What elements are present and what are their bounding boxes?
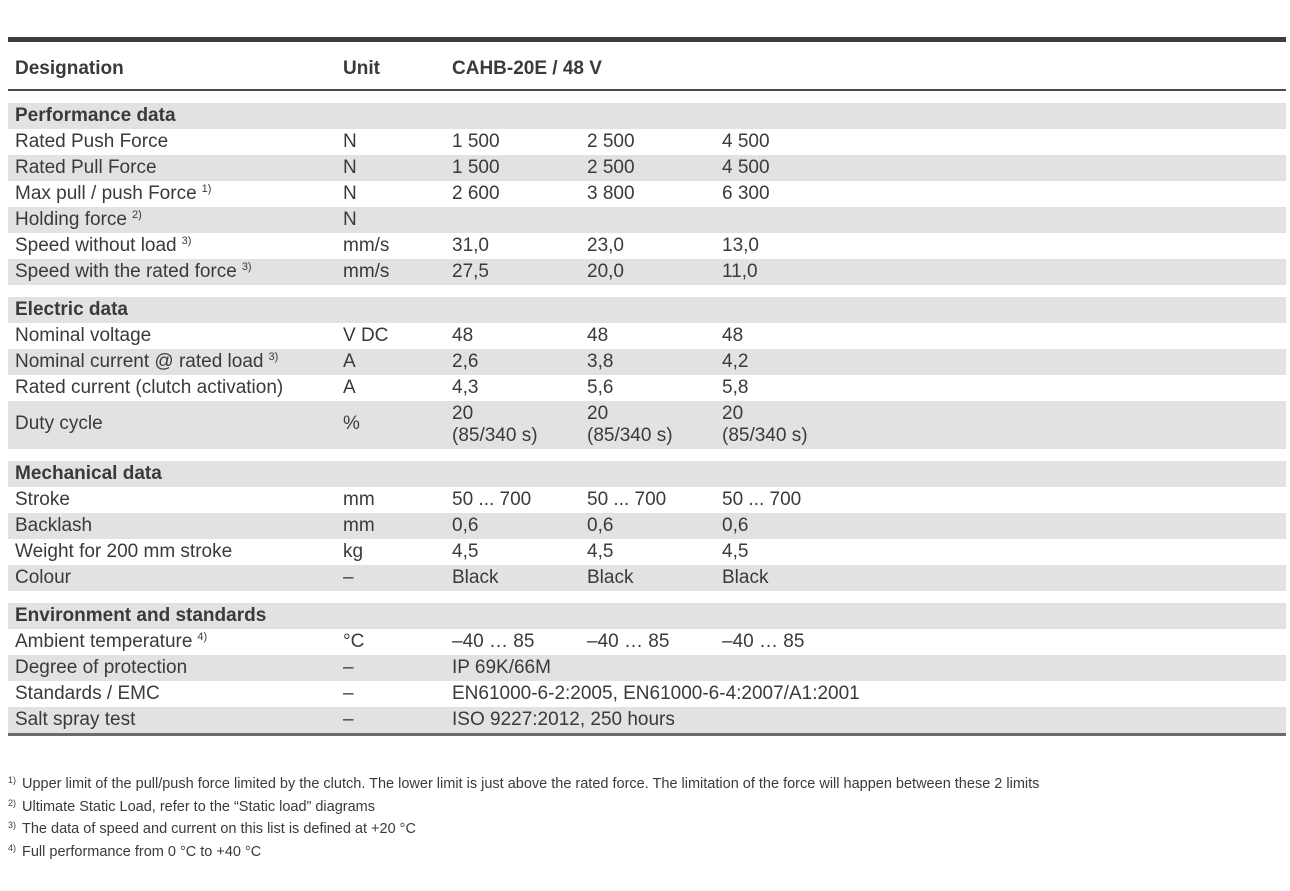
table-row <box>8 323 1286 349</box>
row-value-1 <box>452 541 478 563</box>
row-unit: A <box>343 351 356 372</box>
row-value-line: 31,0 <box>452 235 489 256</box>
row-unit: N <box>343 131 357 152</box>
footnote-text: The data of speed and current on this list is defined at +20 °C <box>22 821 416 837</box>
section-title <box>8 603 1286 629</box>
row-value-3 <box>722 157 770 179</box>
header-designation: Designation <box>15 58 124 79</box>
row-value-line: 4,5 <box>452 541 479 562</box>
row-designation <box>15 235 191 259</box>
row-value-line: 20 <box>722 403 744 424</box>
row-value-line: 20 <box>452 403 474 424</box>
row-value-3 <box>722 515 748 537</box>
footnotes <box>8 773 1278 863</box>
row-value-2 <box>587 131 635 153</box>
row-value-3 <box>722 183 770 205</box>
row-value-line: 2,6 <box>452 351 479 372</box>
table-row <box>8 181 1286 207</box>
footnote-reference: 4) <box>197 631 208 643</box>
table-row <box>8 129 1286 155</box>
row-value-3 <box>722 403 808 447</box>
row-value-line: Black <box>587 567 634 588</box>
row-designation-text: Duty cycle <box>15 413 103 434</box>
row-designation-text: Rated Push Force <box>15 131 169 152</box>
row-value-line: 4,5 <box>722 541 749 562</box>
row-unit: kg <box>343 541 364 562</box>
row-value-2 <box>587 325 608 347</box>
table-row <box>8 207 1286 233</box>
row-value-line: 20 <box>587 403 609 424</box>
row-designation <box>15 351 278 375</box>
row-designation-text: Nominal voltage <box>15 325 152 346</box>
row-unit: N <box>343 183 357 204</box>
footnote-reference: 3) <box>241 261 252 273</box>
row-value-1 <box>452 157 500 179</box>
table-row <box>8 655 1286 681</box>
row-value-line: 3,8 <box>587 351 614 372</box>
row-value-1 <box>452 489 531 511</box>
row-value-line: 2 600 <box>452 183 500 204</box>
row-designation <box>15 183 211 207</box>
row-value-2 <box>587 515 613 537</box>
row-designation-text: Standards / EMC <box>15 683 160 704</box>
table-row <box>8 401 1286 449</box>
row-value-line: 20,0 <box>587 261 624 282</box>
table-row <box>8 681 1286 707</box>
footnote-text: Ultimate Static Load, refer to the “Static load” diagrams <box>22 798 376 815</box>
row-value-line: (85/340 s) <box>722 425 808 446</box>
row-value-line: 23,0 <box>587 235 624 256</box>
row-designation <box>15 209 142 233</box>
footnote-reference: 1) <box>201 183 212 195</box>
row-value-line: 4 500 <box>722 131 770 152</box>
row-unit: mm <box>343 515 375 536</box>
table-body <box>8 91 1286 733</box>
section-title <box>8 461 1286 487</box>
row-designation-text: Colour <box>15 567 71 588</box>
row-value-3 <box>722 377 748 399</box>
footnote-mark: 2) <box>8 797 17 808</box>
row-unit: N <box>343 209 357 230</box>
row-unit: – <box>343 567 354 588</box>
row-value-line: –40 … 85 <box>452 631 535 652</box>
section-title-text: Performance data <box>15 105 176 126</box>
row-value-line: (85/340 s) <box>452 425 538 446</box>
row-value-2 <box>587 567 633 589</box>
row-unit: – <box>343 709 354 730</box>
row-value-2 <box>587 183 635 205</box>
footnote-mark: 4) <box>8 842 17 853</box>
row-value-1 <box>452 235 489 257</box>
row-value-3 <box>722 325 743 347</box>
section-title <box>8 297 1286 323</box>
row-value-line: 4,5 <box>587 541 614 562</box>
row-designation <box>15 567 71 589</box>
row-value-2 <box>587 403 673 447</box>
row-designation <box>15 325 151 347</box>
footnote-reference: 2) <box>131 209 142 221</box>
row-value-line: 48 <box>452 325 474 346</box>
footnote-reference: 3) <box>268 351 279 363</box>
row-value-span: IP 69K/66M <box>452 657 551 678</box>
row-value-line: –40 … 85 <box>722 631 805 652</box>
row-value-3 <box>722 351 748 373</box>
row-value-1 <box>452 325 473 347</box>
row-value-line: 4 500 <box>722 157 770 178</box>
row-value-line: 3 800 <box>587 183 635 204</box>
row-designation <box>15 709 135 731</box>
table-row <box>8 349 1286 375</box>
footnote-text: Full performance from 0 °C to +40 °C <box>22 843 262 860</box>
row-value-2 <box>587 235 624 257</box>
table-row <box>8 707 1286 733</box>
table-row <box>8 565 1286 591</box>
table-row <box>8 233 1286 259</box>
row-value-line: 0,6 <box>452 515 479 536</box>
footnote-mark: 1) <box>8 775 17 785</box>
row-designation-text: Weight for 200 mm stroke <box>15 541 233 562</box>
footnote <box>8 796 1278 819</box>
row-unit: – <box>343 683 354 704</box>
table-row <box>8 539 1286 565</box>
row-value-2 <box>587 351 613 373</box>
table-row <box>8 513 1286 539</box>
row-value-3 <box>722 631 804 653</box>
bottom-rule <box>8 733 1286 736</box>
row-value-line: 5,6 <box>587 377 614 398</box>
row-value-line: Black <box>452 567 499 588</box>
header-model: CAHB-20E / 48 V <box>452 58 602 79</box>
row-value-line: 6 300 <box>722 183 770 204</box>
row-value-line: 11,0 <box>722 261 758 282</box>
table-row <box>8 629 1286 655</box>
row-designation-text: Ambient temperature <box>15 631 193 652</box>
table-row <box>8 155 1286 181</box>
row-value-span: ISO 9227:2012, 250 hours <box>452 709 675 730</box>
row-unit: N <box>343 157 357 178</box>
table-row <box>8 487 1286 513</box>
row-value-line: 0,6 <box>722 515 749 536</box>
footnote-mark: 3) <box>8 820 17 830</box>
row-value-1 <box>452 131 500 153</box>
row-designation <box>15 489 70 511</box>
section-title-text: Mechanical data <box>15 463 162 484</box>
row-value-2 <box>587 541 613 563</box>
row-designation-text: Rated current (clutch activation) <box>15 377 284 398</box>
row-designation <box>15 657 187 679</box>
section-gap <box>8 285 1286 297</box>
row-designation-text: Speed without load <box>15 235 177 256</box>
row-designation <box>15 377 283 399</box>
table-row <box>8 375 1286 401</box>
row-designation <box>15 157 157 179</box>
row-value-1 <box>452 567 498 589</box>
row-value-2 <box>587 157 635 179</box>
row-value-2 <box>587 377 613 399</box>
row-designation <box>15 683 160 705</box>
section-title <box>8 103 1286 129</box>
row-value-2 <box>587 261 624 283</box>
row-value-2 <box>587 489 666 511</box>
row-value-3 <box>722 235 759 257</box>
spec-table <box>8 37 1286 736</box>
row-value-line: –40 … 85 <box>587 631 670 652</box>
footnote-reference: 3) <box>181 235 192 247</box>
section-gap <box>8 591 1286 603</box>
row-value-line: 1 500 <box>452 157 500 178</box>
section-gap <box>8 91 1286 103</box>
row-value-line: 13,0 <box>722 235 759 256</box>
row-value-line: 2 500 <box>587 157 635 178</box>
row-value-2 <box>587 631 669 653</box>
header-unit: Unit <box>343 58 380 79</box>
row-designation-text: Rated Pull Force <box>15 157 157 178</box>
row-designation-text: Salt spray test <box>15 709 136 730</box>
row-value-line: Black <box>722 567 769 588</box>
row-value-line: 1 500 <box>452 131 500 152</box>
section-gap <box>8 449 1286 461</box>
table-header <box>8 42 1286 91</box>
row-value-line: 5,8 <box>722 377 749 398</box>
section-title-text: Electric data <box>15 299 128 320</box>
row-value-line: 48 <box>722 325 744 346</box>
row-value-line: 50 ... 700 <box>722 489 802 510</box>
row-designation-text: Backlash <box>15 515 93 536</box>
row-designation <box>15 131 168 153</box>
row-unit: mm/s <box>343 261 390 282</box>
row-designation <box>15 541 232 563</box>
row-designation-text: Stroke <box>15 489 70 510</box>
row-value-1 <box>452 403 538 447</box>
row-value-1 <box>452 515 478 537</box>
row-designation <box>15 631 207 655</box>
row-designation-text: Max pull / push Force <box>15 183 197 204</box>
row-unit: A <box>343 377 356 398</box>
row-unit: mm <box>343 489 375 510</box>
row-value-3 <box>722 261 758 283</box>
table-row <box>8 259 1286 285</box>
row-value-line: 50 ... 700 <box>452 489 532 510</box>
row-value-1 <box>452 261 489 283</box>
row-value-line: 4,2 <box>722 351 749 372</box>
row-designation <box>15 413 103 435</box>
row-designation-text: Degree of protection <box>15 657 188 678</box>
row-unit: % <box>343 413 360 434</box>
row-designation-text: Nominal current @ rated load <box>15 351 264 372</box>
row-value-line: 4,3 <box>452 377 479 398</box>
row-value-span: EN61000-6-2:2005, EN61000-6-4:2007/A1:2001 <box>452 683 860 704</box>
row-unit: °C <box>343 631 365 652</box>
row-value-1 <box>452 183 500 205</box>
row-designation <box>15 261 252 285</box>
row-unit: mm/s <box>343 235 390 256</box>
row-value-line: 48 <box>587 325 609 346</box>
section-title-text: Environment and standards <box>15 605 267 626</box>
row-value-1 <box>452 631 534 653</box>
row-unit: – <box>343 657 354 678</box>
row-value-1 <box>452 351 478 373</box>
row-value-3 <box>722 489 801 511</box>
row-value-3 <box>722 567 768 589</box>
row-value-3 <box>722 131 770 153</box>
row-value-line: 50 ... 700 <box>587 489 667 510</box>
footnote <box>8 818 1278 841</box>
row-value-line: 27,5 <box>452 261 489 282</box>
row-designation-text: Holding force <box>15 209 127 230</box>
row-value-line: (85/340 s) <box>587 425 673 446</box>
row-value-1 <box>452 377 478 399</box>
row-unit: V DC <box>343 325 389 346</box>
row-designation <box>15 515 92 537</box>
row-value-line: 2 500 <box>587 131 635 152</box>
row-value-3 <box>722 541 748 563</box>
row-value-line: 0,6 <box>587 515 614 536</box>
footnote <box>8 773 1278 796</box>
footnote <box>8 841 1278 864</box>
row-designation-text: Speed with the rated force <box>15 261 237 282</box>
footnote-text: Upper limit of the pull/push force limited by the clutch. The lower limit is just above the rated force. The limitation of the force will happen between these 2 limits <box>22 776 1040 792</box>
